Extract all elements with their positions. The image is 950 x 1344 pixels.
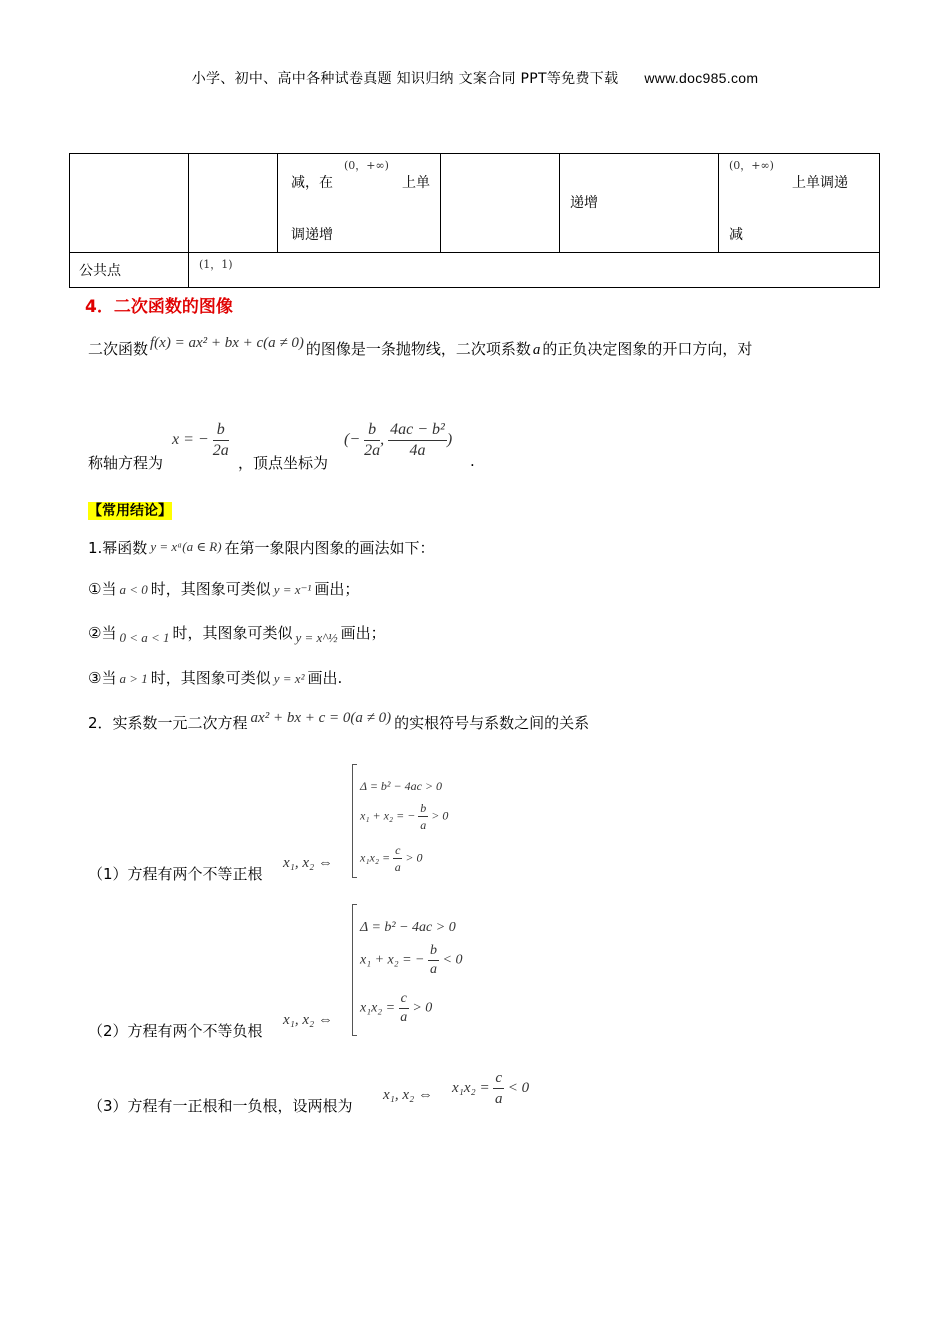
denominator: a [420, 818, 427, 832]
cell-text: 调递增 [291, 227, 333, 243]
page-header [0, 68, 950, 88]
condition-math: 0 < a < 1 [119, 630, 170, 645]
denominator: a [430, 962, 438, 977]
power-formula: y = xᵃ(a ∈ R) [150, 539, 222, 554]
paragraph [88, 335, 753, 359]
case-1-label: （1）方程有两个不等正根 [88, 865, 263, 883]
table-cell [70, 154, 189, 253]
math-text: > 0 [412, 1000, 433, 1016]
numerator: c [493, 1068, 504, 1089]
text: 2．实系数一元二次方程 [88, 714, 248, 732]
table-cell [560, 154, 719, 253]
text: . [470, 452, 475, 470]
point-math: (1，1) [199, 258, 233, 271]
cell-text: 减，在 [291, 175, 333, 191]
denominator: 2a [212, 442, 229, 459]
numerator: b [213, 420, 229, 441]
equation-math: ax² + bx + c = 0(a ≠ 0) [250, 710, 392, 726]
fraction [399, 990, 409, 1027]
denominator: a [400, 1010, 408, 1025]
denominator: 2a [364, 442, 381, 459]
case-1-eq3 [360, 842, 423, 875]
text: 在第一象限内图象的画法如下： [224, 539, 435, 557]
header-text: 小学、初中、高中各种试卷真题 知识归纳 文案合同 PPT等免费下载 [191, 71, 619, 87]
case-3-vars: x₁, x₂ ⇔ [383, 1087, 433, 1103]
condition-math: a < 0 [119, 582, 148, 597]
item-1 [88, 537, 435, 558]
text: 的正负决定图象的开口方向，对 [542, 340, 753, 358]
item-1-case [88, 667, 342, 688]
cell-text: 递增 [570, 195, 598, 211]
case-1-vars: x₁, x₂ ⇔ [283, 855, 333, 871]
interval-math: (0，+∞) [729, 159, 774, 172]
interval-math: (0，+∞) [344, 159, 389, 172]
text: 时，其图象可类似 [150, 580, 271, 598]
text: 画出； [340, 624, 386, 642]
table-cell [441, 154, 560, 253]
numerator: c [395, 843, 401, 857]
fraction [213, 420, 229, 461]
fraction [364, 420, 380, 461]
math-text: x₁x₂ = [360, 1000, 396, 1016]
fraction [393, 842, 402, 875]
case-2-label: （2）方程有两个不等负根 [88, 1022, 263, 1040]
power-function-table [69, 153, 880, 288]
brace [352, 904, 357, 1036]
case-2-eq3 [360, 990, 432, 1027]
table-cell [189, 154, 278, 253]
table-row [70, 253, 880, 288]
cell-text: 减 [729, 227, 743, 243]
numerator: 4ac − b² [388, 420, 447, 441]
text: 时，其图象可类似 [172, 624, 293, 642]
text: ②当 [88, 624, 117, 642]
function-math: y = x^½ [295, 630, 338, 645]
denominator: 4a [409, 442, 426, 459]
fraction [388, 420, 447, 461]
quadratic-formula: f(x) = ax² + bx + c(a ≠ 0) [150, 335, 304, 351]
math-text: , [380, 431, 385, 449]
table-cell [278, 154, 441, 253]
axis-formula [172, 420, 229, 461]
math-text: x₁x₂ = [360, 850, 391, 865]
table-cell [189, 253, 880, 288]
text: 画出. [307, 669, 343, 687]
denominator: a [494, 1091, 503, 1107]
math-text: x = − [172, 431, 209, 449]
denominator: a [394, 860, 401, 874]
table-row [70, 154, 880, 253]
math-var: a [532, 342, 541, 358]
case-1-eq1: Δ = b² − 4ac > 0 [360, 779, 443, 793]
header-site: www.doc985.com [644, 70, 759, 86]
math-text: ) [446, 431, 453, 449]
math-text: < 0 [442, 952, 463, 968]
conclusion-tag [88, 500, 172, 520]
paragraph-axis: 称轴方程为 [88, 454, 164, 472]
math-text: > 0 [405, 850, 423, 865]
math-text: (− [344, 431, 361, 449]
case-2-eq1: Δ = b² − 4ac > 0 [360, 920, 456, 935]
numerator: b [420, 801, 427, 815]
case-2-vars: x₁, x₂ ⇔ [283, 1012, 333, 1028]
math-text: x₁ + x₂ = − [360, 952, 425, 968]
text: 的实根符号与系数之间的关系 [394, 714, 590, 732]
numerator: b [364, 420, 380, 441]
function-math: y = x² [273, 671, 305, 686]
item-1-case [88, 622, 386, 643]
condition-math: a > 1 [119, 671, 148, 686]
text: 的图像是一条抛物线，二次项系数 [305, 340, 531, 358]
function-math: y = x⁻¹ [273, 582, 312, 597]
case-3-eq [452, 1068, 529, 1109]
math-text: x₁x₂ = [452, 1079, 490, 1096]
text: ③当 [88, 669, 117, 687]
cell-text: 上单调递 [792, 175, 848, 191]
fraction [493, 1068, 504, 1109]
fraction [418, 800, 428, 833]
numerator: c [399, 990, 409, 1009]
item-2 [88, 712, 589, 733]
tag-text: 【常用结论】 [88, 503, 172, 519]
text: 1.幂函数 [88, 539, 148, 557]
fraction [428, 942, 439, 979]
text: ，顶点坐标为 [238, 454, 329, 472]
text: 画出； [314, 580, 360, 598]
table-cell-label: 公共点 [70, 253, 189, 288]
text: ①当 [88, 580, 117, 598]
math-text: x₁ + x₂ = − [360, 808, 416, 823]
section-heading: 4．二次函数的图像 [85, 297, 233, 317]
case-3-label: （3）方程有一正根和一负根，设两根为 [88, 1097, 353, 1115]
case-1-eq2 [360, 800, 448, 833]
math-text: < 0 [507, 1079, 530, 1096]
vertex-formula [344, 420, 452, 461]
item-1-case [88, 578, 359, 599]
text: 二次函数 [88, 340, 149, 358]
case-2-eq2 [360, 942, 462, 979]
text: 时，其图象可类似 [150, 669, 271, 687]
table-cell [719, 154, 880, 253]
cell-text: 上单 [402, 175, 430, 191]
math-text: > 0 [431, 808, 449, 823]
brace [352, 764, 357, 878]
numerator: b [428, 942, 439, 961]
